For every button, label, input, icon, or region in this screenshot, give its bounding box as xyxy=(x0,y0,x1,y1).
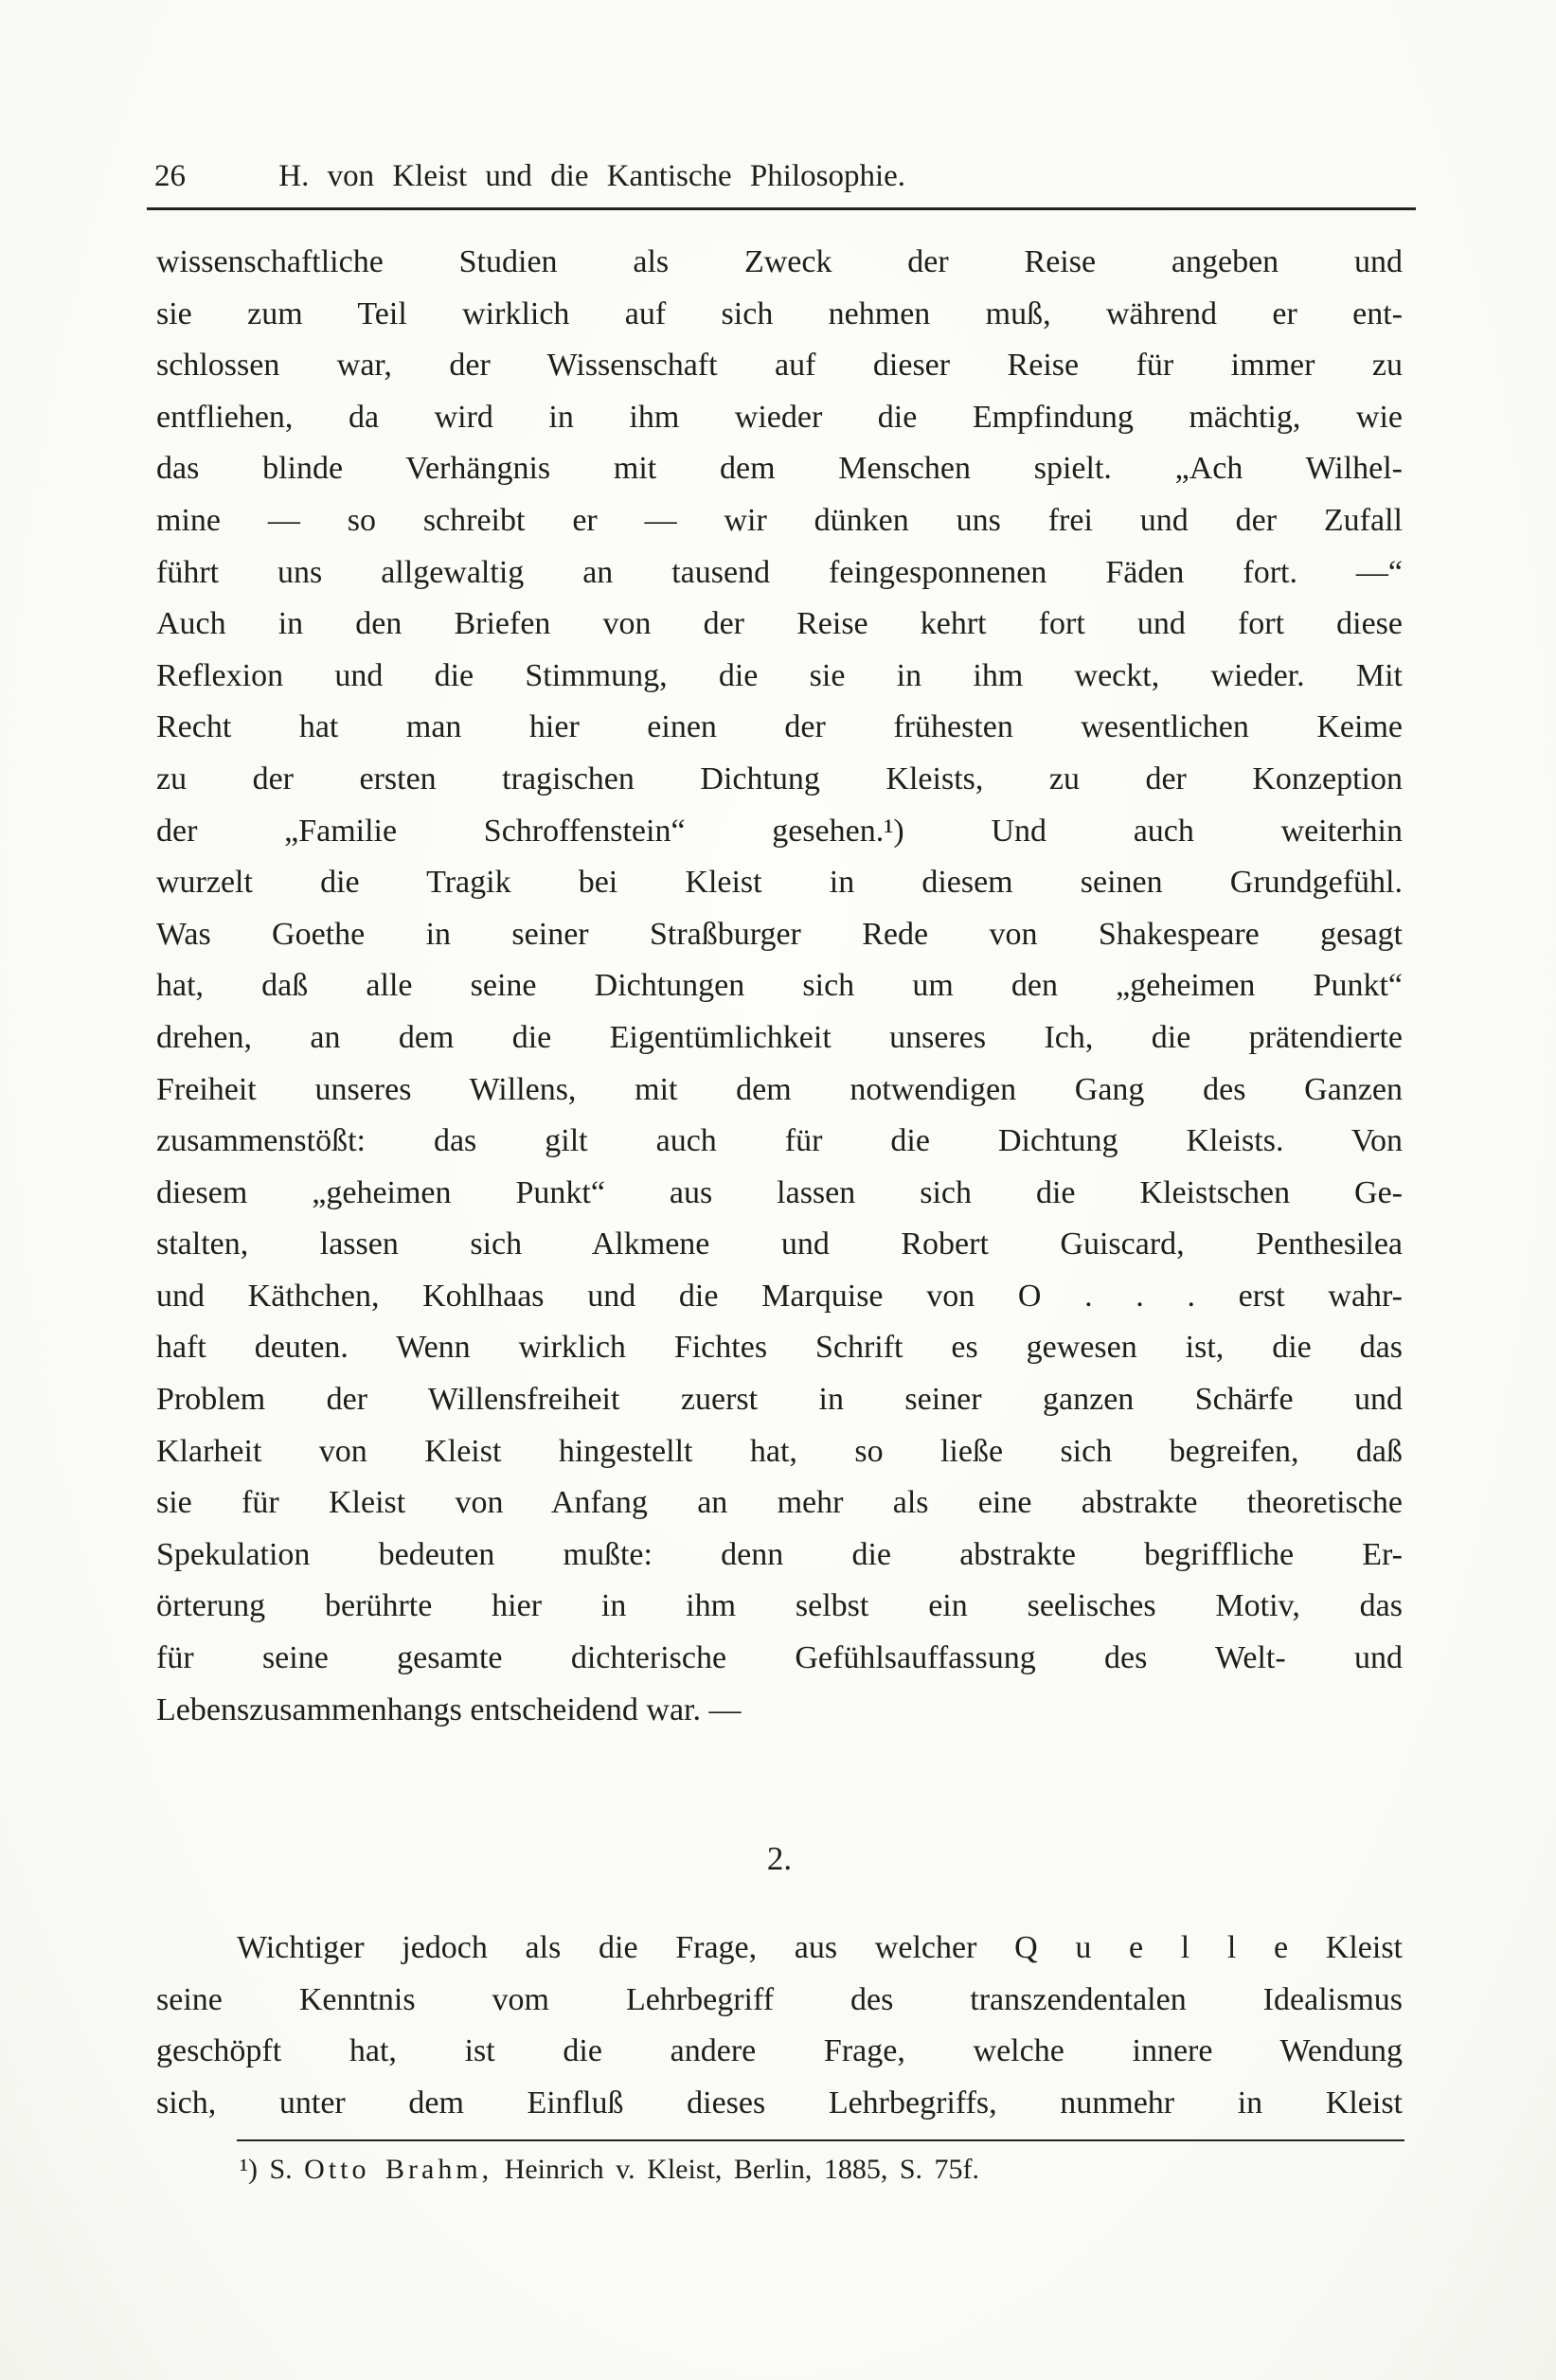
section-number: 2. xyxy=(766,1840,793,1877)
text-line: sich, unter dem Einfluß dieses Lehrbegriffs, nunmehr in Kleist xyxy=(156,2085,1403,2121)
text-line: mine — so schreibt er — wir dünken uns frei und der Zufall xyxy=(156,502,1403,538)
text-line: Spekulation bedeuten mußte: denn die abstrakte begriffliche Er- xyxy=(156,1536,1403,1572)
text-line: wurzelt die Tragik bei Kleist in diesem seinen Grundgefühl. xyxy=(156,865,1403,901)
footnote-separator xyxy=(237,2139,1404,2141)
footnote xyxy=(240,2154,1404,2186)
text-line: das blinde Verhängnis mit dem Menschen spielt. „Ach Wilhel- xyxy=(156,451,1403,487)
footnote-reference: Heinrich v. Kleist, Berlin, 1885, S. 75f. xyxy=(504,2154,979,2185)
text-line: und Käthchen, Kohlhaas und die Marquise von O . . . erst wahr- xyxy=(156,1278,1403,1314)
text-line: zusammenstößt: das gilt auch für die Dichtung Kleists. Von xyxy=(156,1123,1403,1159)
text-line: Klarheit von Kleist hingestellt hat, so ließe sich begreifen, daß xyxy=(156,1433,1403,1469)
text-line: geschöpft hat, ist die andere Frage, welche innere Wendung xyxy=(156,2033,1403,2069)
text-line: drehen, an dem die Eigentümlichkeit unseres Ich, die prätendierte xyxy=(156,1019,1403,1055)
text-line: seine Kenntnis vom Lehrbegriff des transzendentalen Idealismus xyxy=(156,1981,1403,2017)
text-line: zu der ersten tragischen Dichtung Kleists, zu der Konzeption xyxy=(156,761,1403,796)
body-paragraph-2 xyxy=(156,1923,1403,2129)
body-paragraph-1 xyxy=(156,237,1403,1736)
footnote-author: Otto Brahm, xyxy=(304,2154,493,2185)
text-line: hat, daß alle seine Dichtungen sich um den „geheimen Punkt“ xyxy=(156,968,1403,1004)
text-line: schlossen war, der Wissenschaft auf dieser Reise für immer zu xyxy=(156,348,1403,384)
text-line: diesem „geheimen Punkt“ aus lassen sich die Kleistschen Ge- xyxy=(156,1174,1403,1210)
page-header xyxy=(154,159,1404,194)
text-line: entfliehen, da wird in ihm wieder die Empfindung mächtig, wie xyxy=(156,399,1403,435)
page-number: 26 xyxy=(154,159,186,193)
text-line: sie zum Teil wirklich auf sich nehmen muß, während er ent- xyxy=(156,295,1403,331)
header-rule xyxy=(147,207,1416,210)
running-title: H. von Kleist und die Kantische Philosophie. xyxy=(278,159,906,193)
text-line: Lebenszusammenhangs entscheidend war. — xyxy=(156,1691,742,1727)
text-line: wissenschaftliche Studien als Zweck der Reise angeben und xyxy=(156,244,1403,279)
text-line: Auch in den Briefen von der Reise kehrt fort und fort diese xyxy=(156,606,1403,642)
text-line: für seine gesamte dichterische Gefühlsauffassung des Welt- und xyxy=(156,1640,1403,1676)
text-line: Was Goethe in seiner Straßburger Rede von Shakespeare gesagt xyxy=(156,916,1403,952)
text-line: örterung berührte hier in ihm selbst ein seelisches Motiv, das xyxy=(156,1588,1403,1624)
text-line: sie für Kleist von Anfang an mehr als eine abstrakte theoretische xyxy=(156,1485,1403,1521)
text-line: Reflexion und die Stimmung, die sie in ihm weckt, wieder. Mit xyxy=(156,657,1403,693)
footnote-see-abbrev: S. xyxy=(269,2154,293,2185)
text-line: Problem der Willensfreiheit zuerst in seiner ganzen Schärfe und xyxy=(156,1382,1403,1418)
text-line: führt uns allgewaltig an tausend feingesponnenen Fäden fort. —“ xyxy=(156,554,1403,590)
text-line: Freiheit unseres Willens, mit dem notwendigen Gang des Ganzen xyxy=(156,1071,1403,1107)
footnote-marker: ¹) xyxy=(240,2154,258,2185)
text-line: Recht hat man hier einen der frühesten wesentlichen Keime xyxy=(156,709,1403,745)
text-line: haft deuten. Wenn wirklich Fichtes Schrift es gewesen ist, die das xyxy=(156,1330,1403,1366)
text-line: stalten, lassen sich Alkmene und Robert Guiscard, Penthesilea xyxy=(156,1226,1403,1262)
text-line: der „Familie Schroffenstein“ gesehen.¹) Und auch weiterhin xyxy=(156,813,1403,849)
text-line: Wichtiger jedoch als die Frage, aus welcher Q u e l l e Kleist xyxy=(237,1930,1403,1965)
